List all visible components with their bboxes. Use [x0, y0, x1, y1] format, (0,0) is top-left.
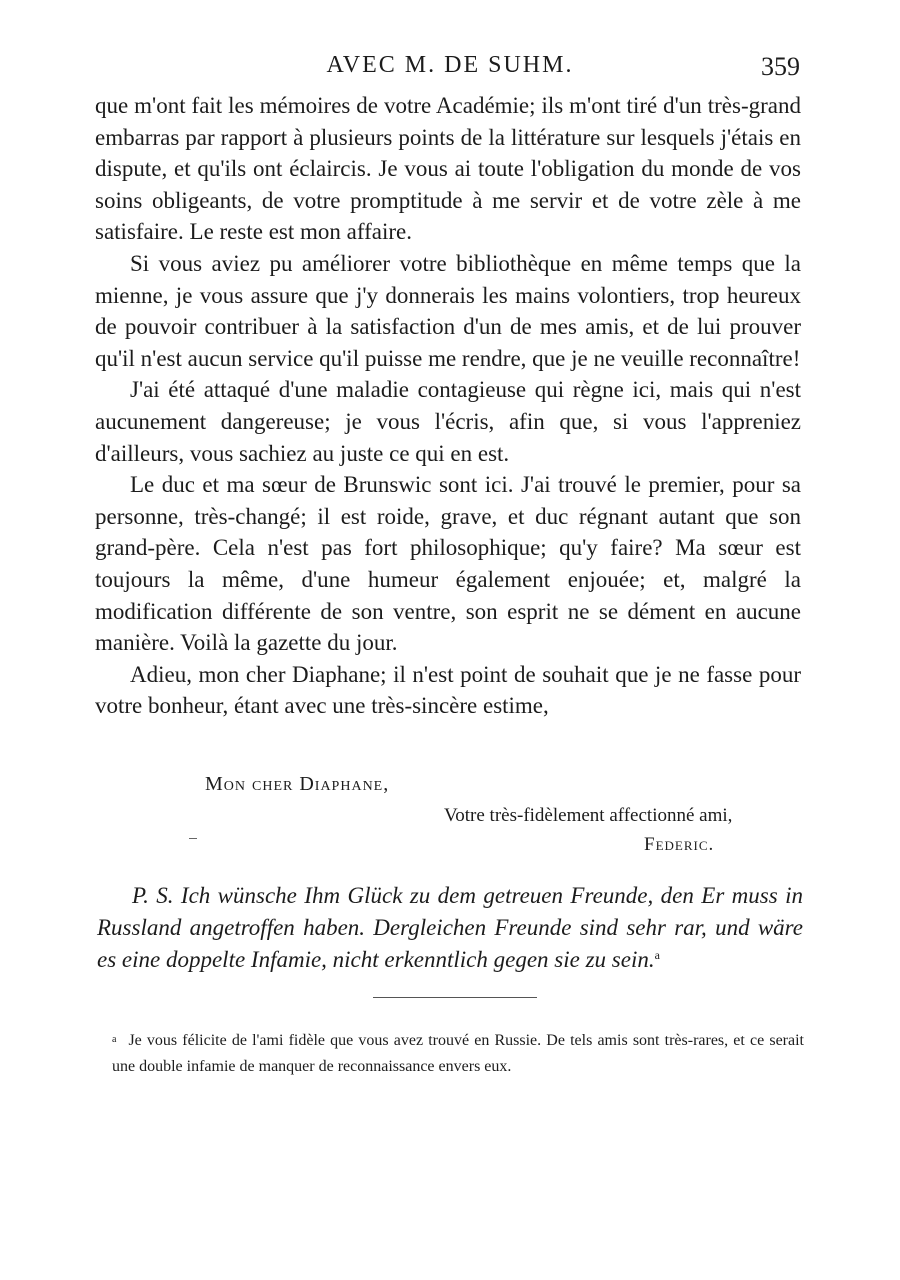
- salutation: Mon cher Diaphane,: [205, 773, 390, 795]
- footnote-text: Je vous félicite de l'ami fidèle que vous avez trouvé en Russie. De tels amis sont très-rares, et ce serait une double infamie de manquer de reconnaissance envers eux.: [112, 1032, 804, 1075]
- paragraph-brunswic: Le duc et ma sœur de Brunswic sont ici. J'ai trouvé le premier, pour sa personne, très-changé; il est roide, grave, et duc régnant autant que son grand-père. Cela n'est pas fort philosophique; qu'y faire? Ma sœur est toujours la même, d'une humeur également enjouée; et, malgré la modification différente de son ventre, son esprit ne se dément en aucune manière. Voilà la gazette du jour.: [95, 472, 801, 656]
- paragraph-bibliotheque: Si vous aviez pu améliorer votre bibliothèque en même temps que la mienne, je vous assure que j'y donnerais les mains volontiers, trop heureux de pouvoir contribuer à la satisfaction d'un de mes amis, et de lui prouver qu'il n'est aucun service qu'il puisse me rendre, que je ne veuille reconnaître!: [95, 250, 801, 371]
- postscript: [97, 880, 803, 976]
- postscript-text: P. S. Ich wünsche Ihm Glück zu dem getreuen Freunde, den Er muss in Russland angetroffen haben. Dergleichen Freunde sind sehr rar, und wäre es eine doppelte Infamie, nicht erkenntlich gegen sie zu sein.: [97, 883, 803, 972]
- letter-body: [95, 90, 801, 722]
- footnote: [112, 1028, 804, 1080]
- footnote-divider: [373, 997, 537, 998]
- running-title: AVEC M. DE SUHM.: [326, 52, 574, 78]
- signature: Federic.: [644, 834, 715, 855]
- footnote-reference: a: [654, 948, 660, 962]
- running-header: [0, 52, 900, 82]
- page-number: 359: [761, 52, 800, 81]
- footnote-marker: a: [112, 1034, 117, 1045]
- stray-mark: [189, 838, 197, 839]
- paragraph-adieu: Adieu, mon cher Diaphane; il n'est point de souhait que je ne fasse pour votre bonheur, étant avec une très-sincère estime,: [95, 661, 801, 719]
- closing-line: Votre très-fidèlement affectionné ami,: [444, 805, 733, 826]
- paragraph-maladie: J'ai été attaqué d'une maladie contagieuse qui règne ici, mais qui n'est aucunement dangereuse; je vous l'écris, afin que, si vous l'appreniez d'ailleurs, vous sachiez au juste ce qui en est.: [95, 377, 801, 466]
- paragraph-continuation: que m'ont fait les mémoires de votre Académie; ils m'ont tiré d'un très-grand embarras par rapport à plusieurs points de la littérature sur lesquels j'étais en dispute, et qu'ils ont éclaircis. Je vous ai toute l'obligation du monde de vos soins obligeants, de votre promptitude à me servir et de votre zèle à me satisfaire. Le reste est mon affaire.: [95, 93, 801, 245]
